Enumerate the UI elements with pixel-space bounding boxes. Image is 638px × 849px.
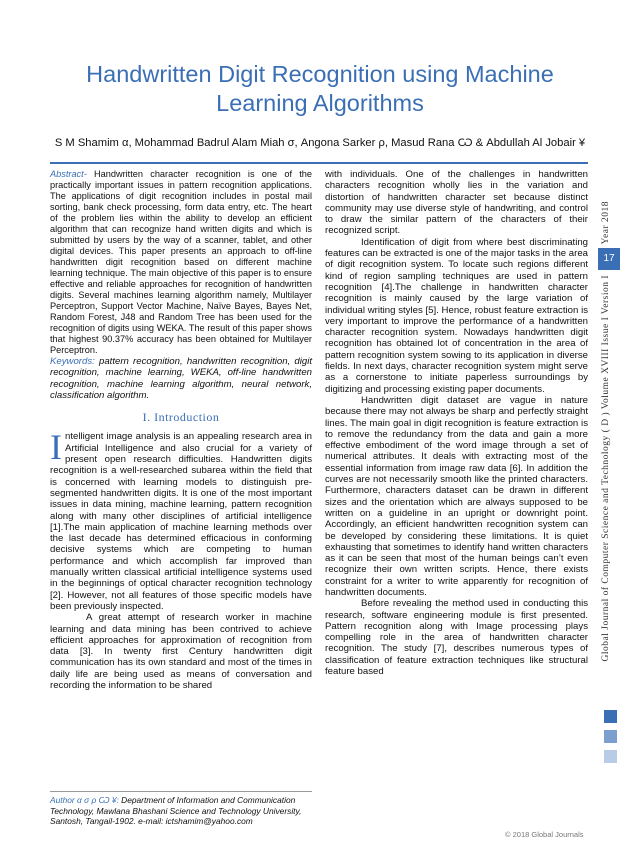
abstract	[50, 169, 312, 356]
author-list: S M Shamim α, Mohammad Badrul Alam Miah σ, Angona Sarker ρ, Masud Rana Ѡ & Abdullah Al Jobair ¥	[54, 137, 586, 149]
sidebar-year: Year 2018	[601, 201, 611, 245]
decorative-squares	[604, 710, 618, 770]
intro-paragraph-1-text: ntelligent image analysis is an appealing research area in Artificial Intelligence and also crucial for a variety of present open research difficulties. Handwritten digits recognition is a well-researched subarea within the field that is concerned with learning models to distinguish pre-segmented handwritten digits. It is one of the most important issues in data mining, machine learning, pattern recognition along with many other disciplines of artificial intelligence [1].The main application of machine learning methods over the last decade has determined efficacious in conforming decisive systems which are competing to human performance and which accomplish far improved than manually written classical artificial intelligence systems used in the beginnings of optical character recognition technology [2]. However, not all features of those specific models have been previously inspected.	[50, 431, 312, 612]
section-heading-introduction: I. Introduction	[142, 410, 220, 425]
sidebar-journal-name: Global Journal of Computer Science and Technology ( D ) Volume XVIII Issue I Version I	[601, 275, 611, 662]
copyright-footer: © 2018 Global Journals	[505, 830, 584, 839]
left-column	[50, 169, 312, 691]
square-3	[604, 750, 617, 763]
intro-paragraph-2: A great attempt of research worker in machine learning and data mining has been contrived to achieve efficient approaches for approximation of recognition from data [3]. In twenty first Century handwritten digit communication has its own standard and most of the times in daily life are being used as means of conversation and recording the information to be shared	[50, 612, 312, 692]
page-number-badge: 17	[598, 248, 620, 270]
footnote-text: Department of Information and Communication Technology, Mawlana Bhashani Science and Technology University, Santosh, Tangail-1902. e-mail: ictshamim@yahoo.com	[50, 795, 302, 826]
body-paragraph-3: Handwritten digit dataset are vague in nature because there may not always be sharp and perfectly straight lines. The main goal in digit recognition is feature extraction is to remove the redundancy from the data and gain a more effective embodiment of the word image through a set of numerical attributes. It deals with extracting most of the essential information from image raw data [6]. In addition the curves are not necessarily smooth like the printed characters. Furthermore, characters dataset can be drawn in different sizes and the orientation which are always supposed to be written on a guideline in an upright or downright point. Accordingly, an efficient handwritten recognition system can be developed by considering these limitations. It is quiet exhausting that sometimes to identify hand written characters as it can be seen that most of the human beings can’t even recognize their own written scripts. Hence, there exists constraint for a writer to write apparently for recognition of handwritten documents.	[325, 394, 588, 598]
footnote-label: Author α σ ρ Ѡ ¥:	[50, 795, 119, 805]
body-paragraph-1: with individuals. One of the challenges in handwritten characters recognition wholly lies in the variation and distortion of handwritten character set because distinct community may use diverse style of handwriting, and control to draw the similar pattern of the characters of their recognized script.	[325, 169, 588, 237]
square-1	[604, 710, 617, 723]
drop-cap: I	[50, 427, 62, 468]
right-column	[325, 169, 588, 677]
abstract-text: Handwritten character recognition is one of the practically important issues in pattern recognition applications. The applications of digit recognition includes in postal mail sorting, bank check processing, form data entry, etc. The heart of the problem lies within the ability to develop an efficient algorithm that can recognize hand written digits and which is submitted by users by the way of a scanner, tablet, and other digital devices. This paper presents an approach to off-line handwritten digit recognition based on different machine learning technique. The main objective of this paper is to ensure effective and reliable approaches for recognition of handwritten digits. Several machines learning algorithm namely, Multilayer Perceptron, Support Vector Machine, Naïve Bayes, Bayes Net, Random Forest, J48 and Random Tree has been used for the recognition of digits using WEKA. The result of this paper shows that highest 90.37% accuracy has been obtained for Multilayer Perceptron.	[50, 169, 312, 355]
square-2	[604, 730, 617, 743]
title-divider	[50, 162, 588, 164]
abstract-label: Abstract-	[50, 169, 87, 179]
keywords-text: pattern recognition, handwritten recognition, digit recognition, machine learning, WEKA, off-line handwritten recognition, machine learning algorithm, neural network, classification algorithm.	[50, 356, 312, 401]
body-paragraph-2: Identification of digit from where best discriminating features can be extracted is one of the major tasks in the area of digit recognition system. To locate such regions different kind of region sampling techniques are used in pattern recognition [4].The challenge in handwritten character recognition is mainly caused by the large variation of individual writing styles [5]. Hence, robust feature extraction is very important to improve the performance of a handwritten character recognition system. Nowadays handwritten digit recognition has obtained lot of concentration in the area of pattern recognition system sowing to its application in diverse fields. In next days, character recognition system might serve as a cornerstone to initiate paperless surroundings by digitizing and processing existing paper documents.	[325, 236, 588, 395]
paper-title: Handwritten Digit Recognition using Machine Learning Algorithms	[86, 61, 554, 116]
keywords	[50, 356, 312, 401]
intro-paragraph-1	[50, 427, 312, 612]
keywords-label: Keywords:	[50, 356, 95, 367]
body-paragraph-4: Before revealing the method used in conducting this research, software engineering module is first presented. Pattern recognition along with Image processing plays compelling role in the area of handwritten character recognition. The study [7], describes numerous types of classification of feature extraction techniques like structural feature based	[325, 598, 588, 678]
author-footnote	[50, 791, 312, 827]
